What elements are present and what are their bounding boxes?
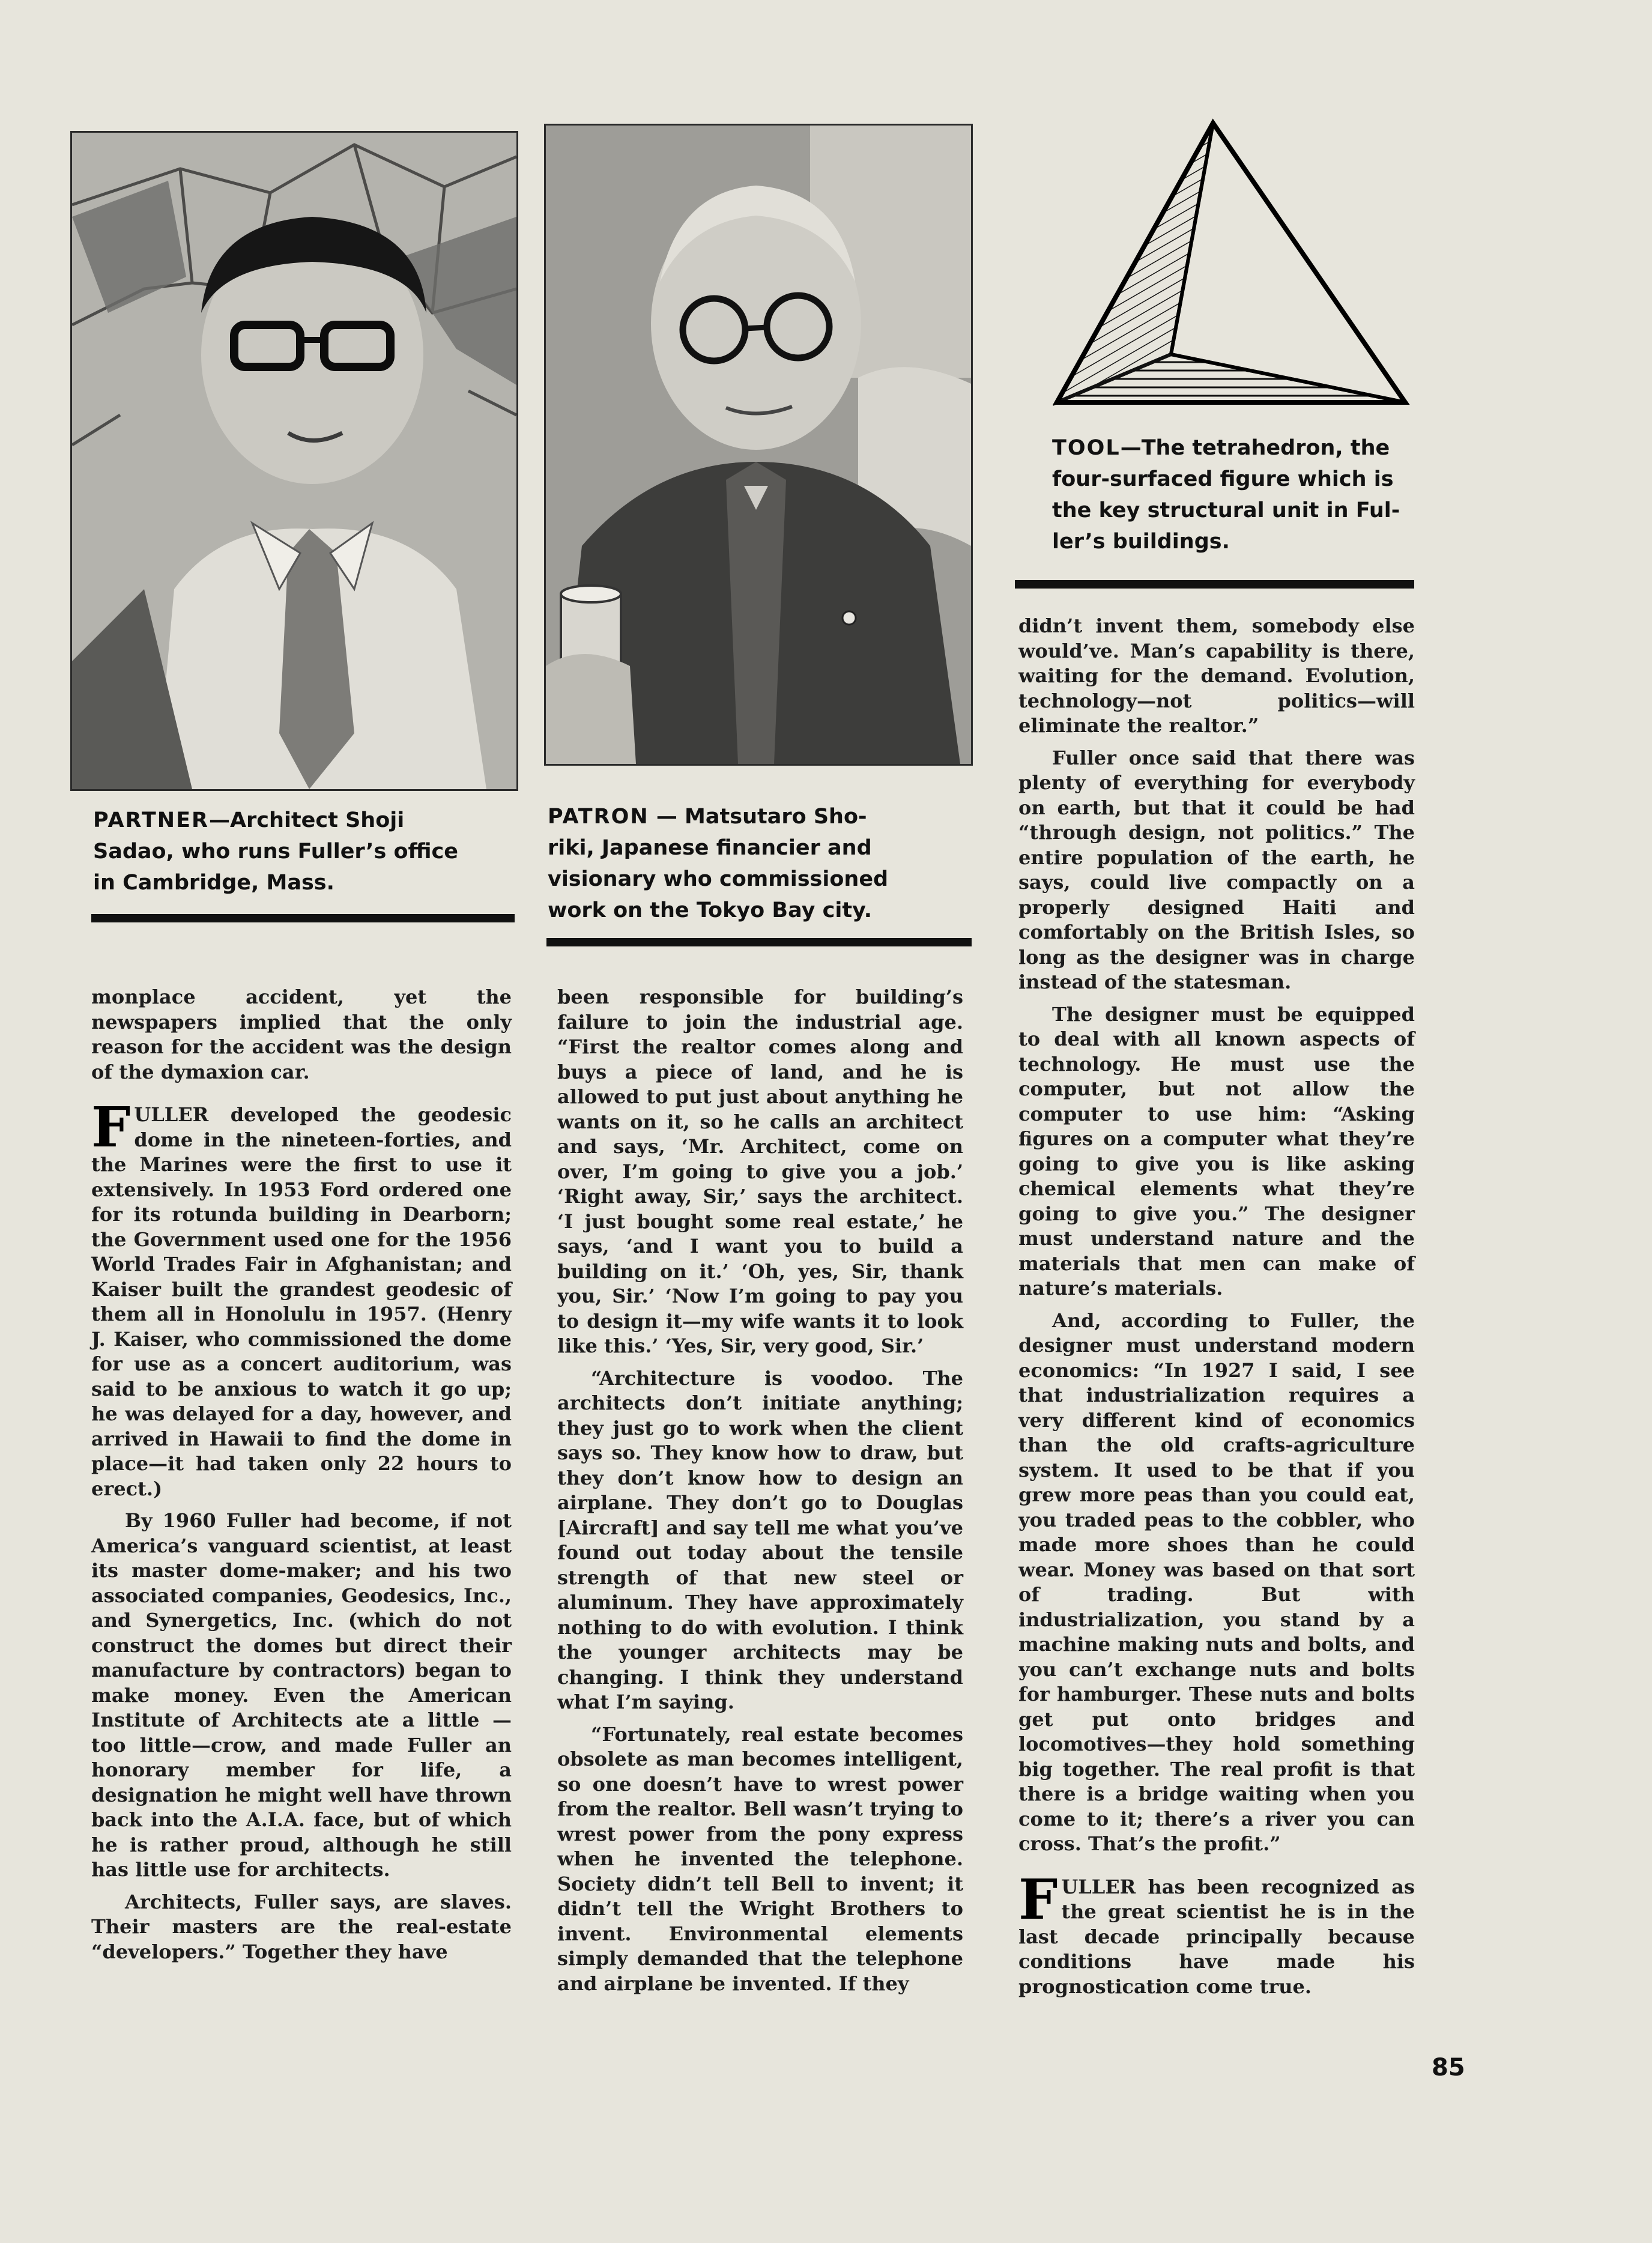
paragraph-dropcap: [1018, 1866, 1415, 2000]
drop-cap: F: [1018, 1866, 1058, 1932]
caption-head: TOOL: [1052, 436, 1121, 460]
caption-head: PARTNER: [93, 808, 209, 832]
article-column-2: [557, 985, 963, 1996]
paragraph: And, according to Fuller, the designer must understand modern economics: “In 1927 I said, I see that industrialization requires a very different kind of economics than the old crafts-agriculture system. It used to be that if you grew more peas than you could eat, you traded peas to the cobbler, who made more shoes than he could wear. Money was based on that sort of trading. But with industrialization, you stand by a machine making nuts and bolts, and you can’t exchange nuts and bolts for hamburger. These nuts and bolts get put onto bridges and locomotives—they hold something big together. The real profit is that there is a bridge waiting when you come to it; there’s a river you can cross. That’s the profit.”: [1018, 1309, 1415, 1855]
divider-rule: [91, 914, 515, 922]
caption-line: the key structural unit in Ful-: [1052, 498, 1400, 522]
caption-line: — Matsutaro Sho-: [649, 805, 867, 829]
paragraph: Fuller once said that there was plenty of everything for everybody on earth, but that it could be had “through design, not politics.” The entire population of the earth, he says, could live compactly on a properly designed Haiti and comfortably on the British Isles, so long as the designer was in charge instead of the statesman.: [1018, 746, 1415, 993]
paragraph: “Architecture is voodoo. The architects don’t initiate anything; they just go to work when the client says so. They know how to draw, but they don’t know how to design an airplane. They don’t go to Douglas [Aircraft] and say tell me what you’ve found out today about the tensile strength of that new steel or aluminum. They have approximately nothing to do with evolution. I think the younger architects may be changing. I think they understand what I’m saying.: [557, 1366, 963, 1713]
caption-line: —Architect Shoji: [208, 808, 405, 832]
caption-line: visionary who commissioned: [548, 867, 889, 891]
paragraph-text: has been recognized as the great scientist he is in the last decade principally because conditions have made his prognostication come true.: [1018, 1875, 1415, 1998]
paragraph: been responsible for building’s failure to join the industrial age. “First the realtor comes along and buys a piece of land, and he is allowed to put just about anything he wants on it, so he calls an architect and says, ‘Mr. Architect, come on over, I’m going to give you a job.’ ‘Right away, Sir,’ says the architect. ‘I just bought some real estate,’ he says, ‘and I want you to build a building on it.’ ‘Oh, yes, Sir, thank you, Sir.’ ‘Now I’m going to pay you to design it—my wife wants it to look like this.’ ‘Yes, Sir, very good, Sir.’: [557, 985, 963, 1357]
smallcaps-word: ULLER: [134, 1103, 209, 1126]
paragraph: monplace accident, yet the newspapers implied that the only reason for the accident was the design of the dymaxion car.: [91, 985, 512, 1083]
caption-line: work on the Tokyo Bay city.: [548, 898, 873, 922]
caption-line: in Cambridge, Mass.: [93, 871, 334, 895]
tetrahedron-icon: [1045, 114, 1417, 420]
paragraph-text: developed the geodesic dome in the nineteen-forties, and the Marines were the first to use it extensively. In 1953 Ford ordered one for its rotunda building in Dearborn; the Government used one for the 1956 World Trades Fair in Afghanistan; and Kaiser built the grandest geodesic of them all in Honolulu in 1957. (Henry J. Kaiser, who commissioned the dome for use as a concert auditorium, was said to be anxious to watch it go up; he was delayed for a day, however, and arrived in Hawaii to find the dome in place—it had taken only 22 hours to erect.): [91, 1103, 512, 1500]
caption-line: Sadao, who runs Fuller’s office: [93, 840, 459, 864]
drop-cap: F: [91, 1095, 131, 1160]
caption-line: four-surfaced figure which is: [1052, 467, 1394, 491]
paragraph: By 1960 Fuller had become, if not America’s vanguard scientist, at least its master dome-maker; and his two associated companies, Geodesics, Inc., and Synergetics, Inc. (which do not construct the domes but direct their manufacture by contractors) began to make money. Even the American Institute of Architects ate a little — too little—crow, and made Fuller an honorary member for life, a designation he might well have thrown back into the A.I.A. face, but of which he is rather proud, although he still has little use for architects.: [91, 1509, 512, 1881]
paragraph: The designer must be equipped to deal with all known aspects of technology. He must use the computer, but not allow the computer to use him: “Asking figures on a computer what they’re going to give you is like asking chemical elements what they’re going to give you.” The designer must understand nature and the materials that men can make of nature’s materials.: [1018, 1002, 1415, 1300]
paragraph: didn’t invent them, somebody else would’ve. Man’s capability is there, waiting for the demand. Evolution, technology—not politics—will eliminate the realtor.”: [1018, 614, 1415, 737]
article-column-3: [1018, 614, 1415, 1999]
paragraph: “Fortunately, real estate becomes obsolete as man becomes intelligent, so one doesn’t have to wrest power from the realtor. Bell wasn’t trying to wrest power from the pony express when he invented the telephone. Society didn’t tell Bell to invent; it didn’t tell the Wright Brothers to invent. Environmental elements simply demanded that the telephone and airplane be invented. If they: [557, 1722, 963, 1995]
page-number: 85: [1432, 2054, 1465, 2081]
caption-line: ler’s buildings.: [1052, 530, 1230, 554]
portrait-sadao-image: [72, 133, 516, 789]
photo-matsutaro-shoriki: [544, 124, 973, 766]
divider-rule: [546, 938, 972, 946]
paragraph-dropcap: [91, 1095, 512, 1501]
caption-partner: [93, 805, 525, 898]
smallcaps-word: ULLER: [1061, 1875, 1136, 1898]
caption-line: riki, Japanese financier and: [548, 836, 872, 860]
caption-tool: [1052, 432, 1436, 557]
paragraph: Architects, Fuller says, are slaves. Their masters are the real-estate “developers.” Together they have: [91, 1890, 512, 1963]
article-column-1: [91, 985, 512, 1964]
portrait-shoriki-image: [546, 126, 971, 764]
photo-shoji-sadao: [70, 131, 518, 791]
caption-line: —The tetrahedron, the: [1120, 436, 1390, 460]
caption-patron: [548, 801, 968, 926]
divider-rule: [1015, 580, 1414, 589]
caption-head: PATRON: [548, 805, 649, 829]
